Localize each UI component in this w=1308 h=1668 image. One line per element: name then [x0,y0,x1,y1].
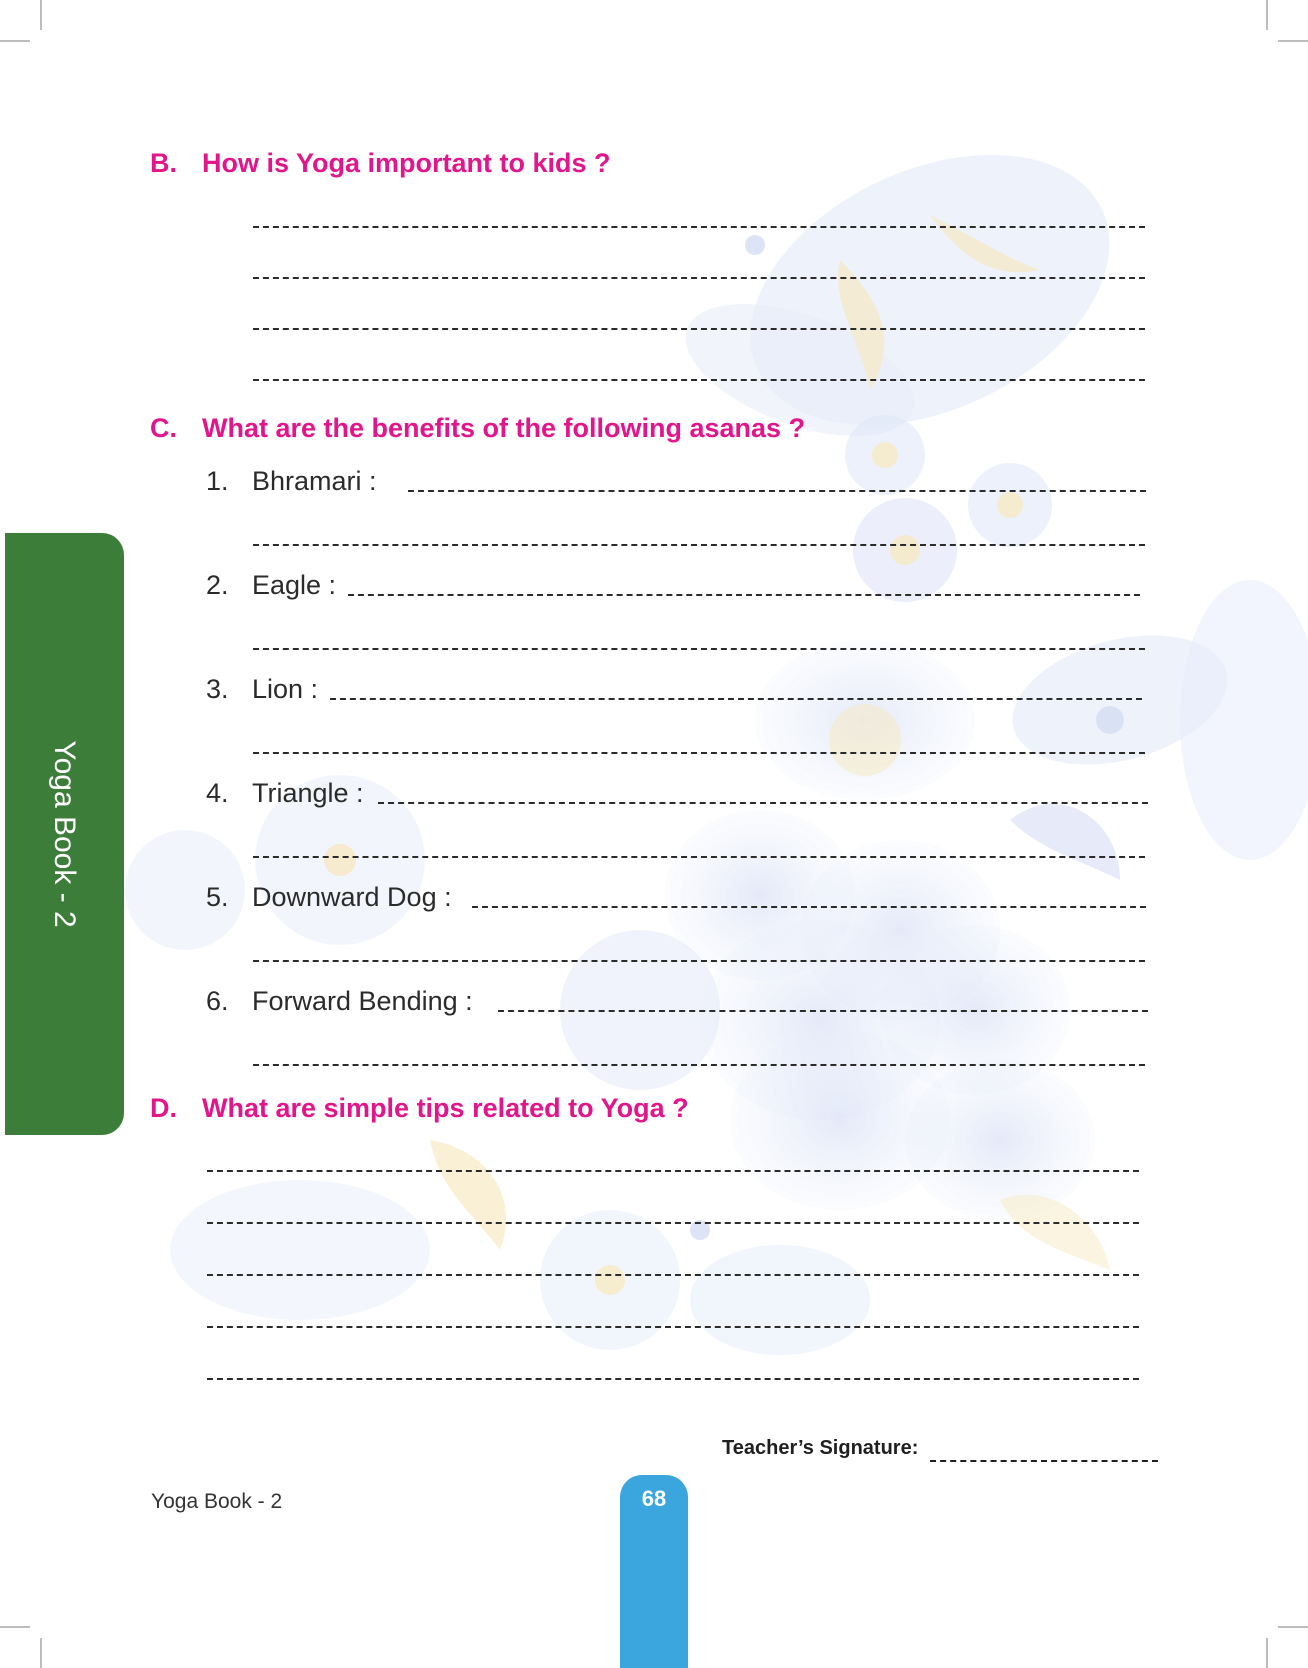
item-label: Forward Bending : [252,986,473,1016]
answer-line [253,379,1145,381]
crop-mark [40,1638,42,1668]
section-question: How is Yoga important to kids ? [202,148,611,178]
item-number: 6. [206,986,229,1016]
section-c-heading [150,413,805,444]
section-letter: B. [150,148,177,178]
item-number: 3. [206,674,229,704]
item-label: Downward Dog : [252,882,452,912]
crop-mark [1266,0,1268,30]
side-tab-label: Yoga Book - 2 [48,740,81,928]
asana-item [206,466,377,497]
answer-line [253,544,1145,546]
asana-item [206,570,336,601]
item-label: Triangle : [252,778,364,808]
crop-mark [1278,40,1308,42]
answer-line [207,1170,1139,1172]
answer-line [472,906,1146,908]
answer-line [207,1222,1139,1224]
item-label: Lion : [252,674,319,704]
answer-line [330,698,1142,700]
answer-line [253,226,1145,228]
answer-line [253,648,1145,650]
answer-line [408,490,1146,492]
asana-item [206,674,318,705]
section-d-heading [150,1093,689,1124]
signature-line [930,1460,1158,1462]
answer-line [253,752,1145,754]
answer-line [207,1326,1139,1328]
asana-item [206,778,364,809]
crop-mark [1278,1626,1308,1628]
asana-item [206,882,452,913]
section-question: What are the benefits of the following asanas ? [202,413,806,443]
answer-line [348,594,1140,596]
answer-line [253,1064,1145,1066]
answer-line [253,277,1145,279]
item-label: Eagle : [252,570,337,600]
answer-line [207,1274,1139,1276]
answer-line [207,1378,1139,1380]
answer-line [378,802,1148,804]
crop-mark [1266,1638,1268,1668]
item-number: 2. [206,570,229,600]
section-b-heading [150,148,611,179]
section-letter: D. [150,1093,177,1123]
crop-mark [40,0,42,30]
crop-mark [0,1626,30,1628]
answer-line [498,1010,1148,1012]
section-letter: C. [150,413,177,443]
asana-item [206,986,473,1017]
footer-book-title: Yoga Book - 2 [151,1490,283,1513]
section-question: What are simple tips related to Yoga ? [202,1093,689,1123]
item-number: 5. [206,882,229,912]
item-label: Bhramari : [252,466,377,496]
item-number: 1. [206,466,229,496]
answer-line [253,328,1145,330]
crop-mark [0,40,30,42]
page-number: 68 [641,1486,667,1511]
answer-line [253,856,1145,858]
item-number: 4. [206,778,229,808]
answer-line [253,960,1145,962]
teacher-signature-label: Teacher’s Signature: [722,1437,919,1459]
